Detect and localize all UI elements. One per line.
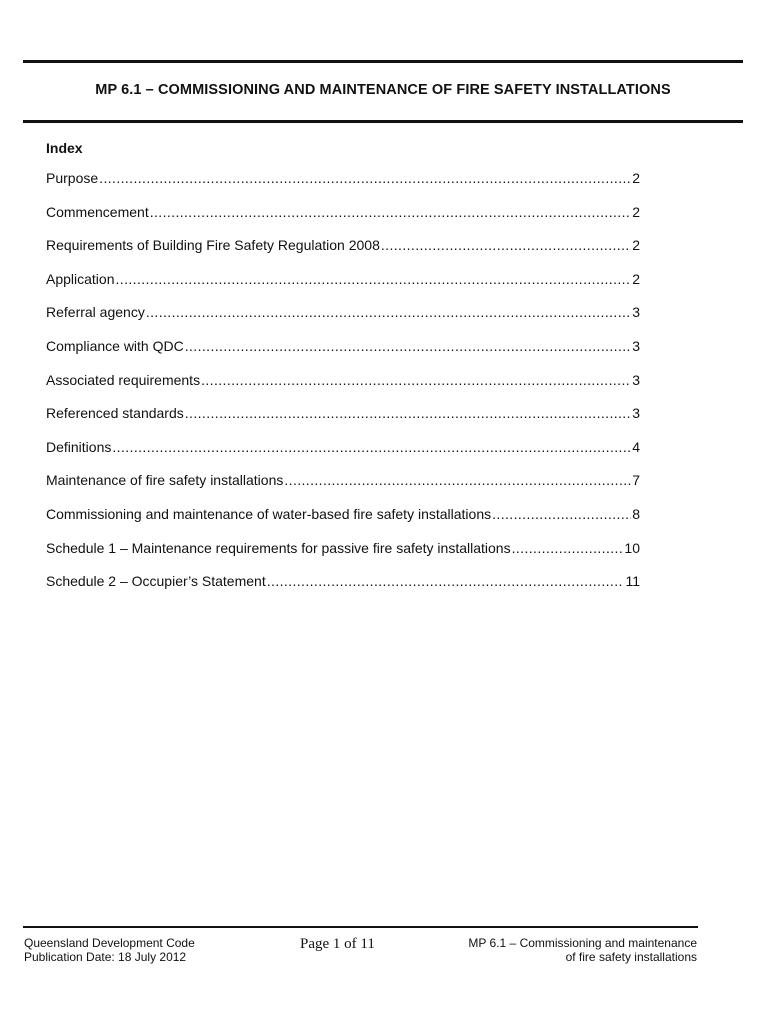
toc-entry-page: 2 [632,170,640,186]
toc-entry-page: 3 [632,337,640,354]
toc-entry-label: Requirements of Building Fire Safety Regulation 2008 [46,237,380,254]
toc-entry-label: Referral agency [46,304,145,321]
toc-dot-leader [284,472,631,488]
toc-entry-page: 2 [632,237,640,254]
toc-entry-commissioning-water-based[interactable] [46,506,640,540]
toc-dot-leader [492,506,631,522]
toc-entry-label: Maintenance of fire safety installations [46,472,284,489]
toc-entry-purpose[interactable] [46,170,640,204]
toc-entry-page: 2 [632,270,640,287]
toc-entry-label: Schedule 2 – Occupier’s Statement [46,573,266,590]
top-rule [23,60,743,63]
title-rule [23,120,743,123]
toc-entry-page: 7 [632,472,640,489]
toc-dot-leader [512,540,624,556]
footer-publisher [24,936,195,964]
toc-entry-label: Compliance with QDC [46,337,184,354]
footer-code-name: Queensland Development Code [24,936,195,950]
toc-entry-label: Definitions [46,438,112,455]
toc-entry-referenced-standards[interactable] [46,405,640,439]
toc-dot-leader [146,304,631,320]
toc-entry-page: 8 [632,505,640,522]
toc-entry-label: Associated requirements [46,371,201,388]
page-indicator: Page 1 of 11 [300,936,375,952]
toc-entry-page: 10 [624,539,640,556]
toc-dot-leader [185,338,631,354]
toc-dot-leader [267,573,625,589]
toc-entry-schedule-2[interactable] [46,573,640,607]
toc-entry-maintenance[interactable] [46,472,640,506]
document-title: MP 6.1 – COMMISSIONING AND MAINTENANCE OF FIRE SAFETY INSTALLATIONS [95,82,671,98]
toc-dot-leader [381,237,631,253]
toc-dot-leader [201,372,631,388]
toc-dot-leader [99,170,631,186]
toc-entry-page: 3 [632,371,640,388]
toc-dot-leader [150,204,632,220]
toc-entry-label: Referenced standards [46,405,184,422]
toc-entry-label: Schedule 1 – Maintenance requirements for passive fire safety installations [46,539,511,556]
toc-entry-application[interactable] [46,271,640,305]
toc-entry-commencement[interactable] [46,204,640,238]
footer-rule [23,926,698,928]
toc-entry-definitions[interactable] [46,439,640,473]
toc-entry-label: Application [46,270,115,287]
toc-entry-label: Commissioning and maintenance of water-based fire safety installations [46,505,492,522]
footer-publication-date: Publication Date: 18 July 2012 [24,950,187,964]
footer-title-line-2: of fire safety installations [565,950,697,964]
toc-entry-compliance[interactable] [46,338,640,372]
toc-entry-referral-agency[interactable] [46,304,640,338]
toc-entry-requirements[interactable] [46,237,640,271]
toc-dot-leader [185,405,631,421]
toc-entry-schedule-1[interactable] [46,540,640,574]
toc-entry-label: Commencement [46,203,149,220]
toc-dot-leader [112,439,631,455]
toc-entry-page: 4 [632,438,640,455]
toc-entry-page: 11 [625,573,640,590]
footer-document-title [468,936,697,964]
toc-entry-page: 2 [632,203,640,220]
footer-title-line-1: MP 6.1 – Commissioning and maintenance [468,936,697,950]
toc-entry-page: 3 [632,405,640,422]
toc-entry-page: 3 [632,304,640,321]
index-heading: Index [46,140,83,156]
table-of-contents [46,170,640,607]
toc-entry-associated-requirements[interactable] [46,372,640,406]
toc-entry-label: Purpose [46,170,99,186]
toc-dot-leader [116,271,632,287]
